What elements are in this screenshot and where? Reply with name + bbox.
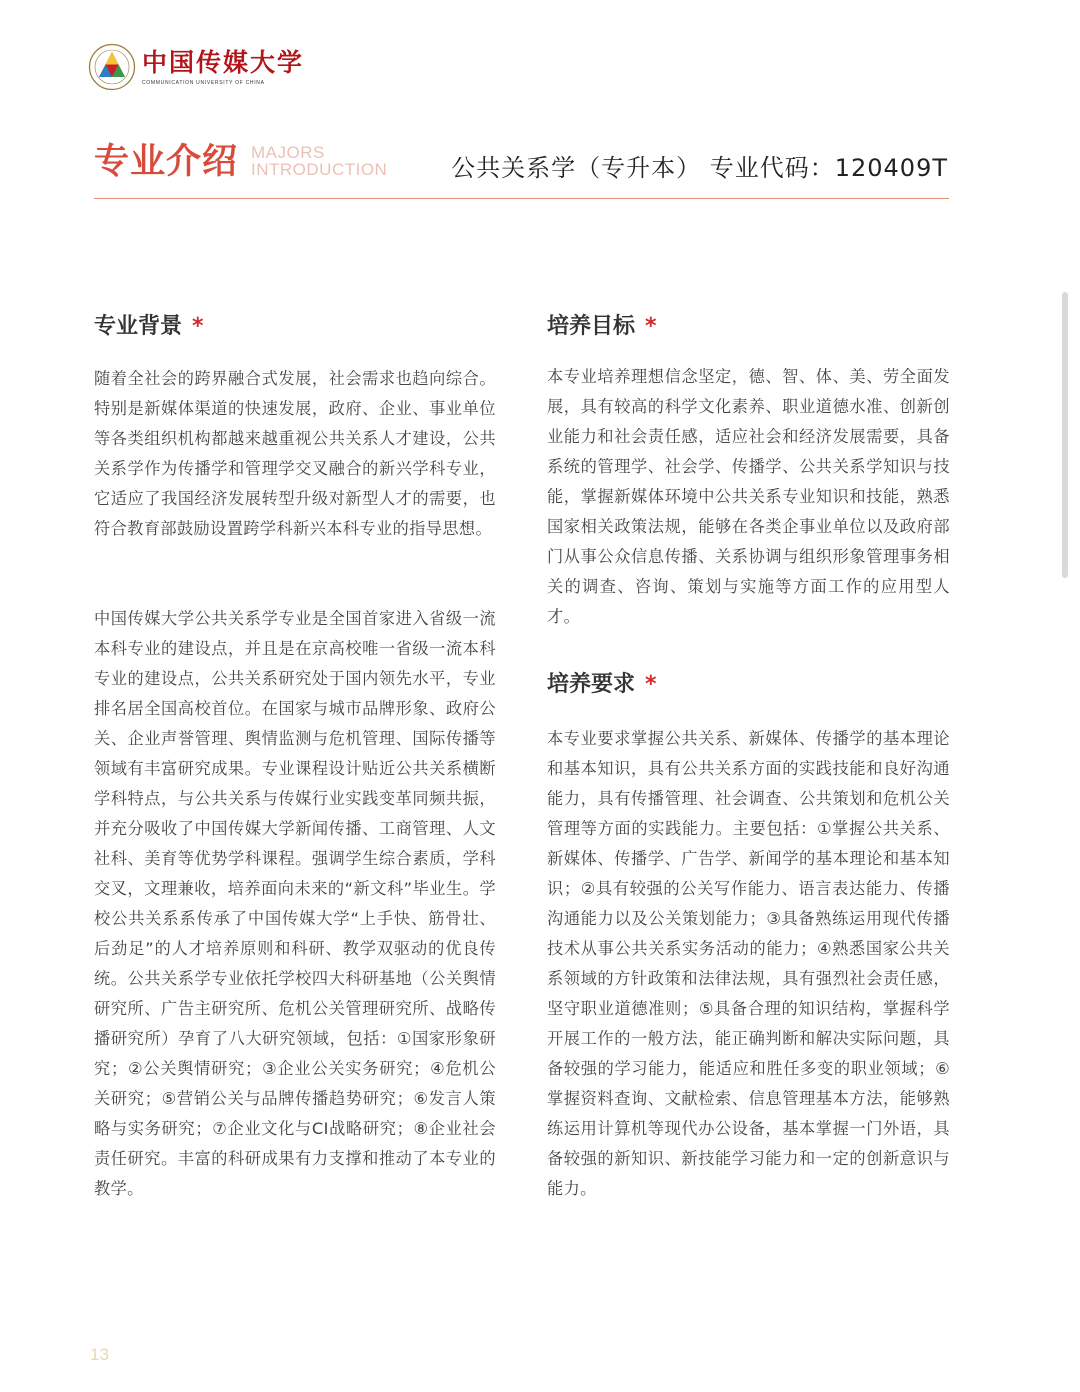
section-title-objectives: [547, 312, 657, 342]
section-title-text: 培养要求: [547, 672, 636, 697]
background-paragraph-2: 中国传媒大学公共关系学专业是全国首家进入省级一流本科专业的建设点，并且是在京高校唯一省级一流本科专业的建设点，公共关系研究处于国内领先水平，专业排名居全国高校首位。在国家与城市品牌形象、政府公关、企业声誉管理、舆情监测与危机管理、国际传播等领域有丰富研究成果。专业课程设计贴近公共关系横断学科特点，与公共关系与传媒行业实践变革同频共振，并充分吸收了中国传媒大学新闻传播、工商管理、人文社科、美育等优势学科课程。强调学生综合素质，学科交叉，文理兼收，培养面向未来的“新文科”毕业生。学校公共关系系传承了中国传媒大学“上手快、筋骨壮、后劲足”的人才培养原则和科研、教学双驱动的优良传统。公共关系学专业依托学校四大科研基地（公关舆情研究所、广告主研究所、危机公关管理研究所、战略传播研究所）孕育了八大研究领域，包括：①国家形象研究；②公关舆情研究；③企业公关实务研究；④危机公关研究；⑤营销公关与品牌传播趋势研究；⑥发言人策略与实务研究；⑦企业文化与CI战略研究；⑧企业社会责任研究。丰富的科研成果有力支撑和推动了本专业的教学。: [94, 609, 496, 1198]
page-title-english: [251, 144, 387, 178]
title-en-line2: INTRODUCTION: [251, 160, 388, 179]
logo-chinese-name: 中国传媒大学: [142, 47, 305, 77]
page-number: 13: [90, 1345, 109, 1364]
vertical-scrollbar[interactable]: [1062, 292, 1068, 578]
background-paragraph-1: 随着全社会的跨界融合式发展，社会需求也趋向综合。特别是新媒体渠道的快速发展，政府、企业、事业单位等各类组织机构都越来越重视公共关系人才建设，公共关系学作为传播学和管理学交叉融合的新兴学科专业，它适应了我国经济发展转型升级对新型人才的需要，也符合教育部鼓励设置跨学科新兴本科专业的指导思想。: [94, 369, 496, 538]
section-title-text: 培养目标: [547, 314, 636, 339]
page-title: 专业介绍: [94, 142, 239, 182]
asterisk-icon: *: [192, 314, 204, 339]
logo-english-name: COMMUNICATION UNIVERSITY OF CHINA: [142, 79, 265, 86]
university-emblem-icon: [88, 43, 136, 91]
title-en-line1: MAJORS: [251, 143, 325, 162]
asterisk-icon: *: [645, 314, 657, 339]
requirements-paragraph: 本专业要求掌握公共关系、新媒体、传播学的基本理论和基本知识，具有公共关系方面的实践技能和良好沟通能力，具有传播管理、社会调查、公共策划和危机公关管理等方面的实践能力。主要包括：①掌握公共关系、新媒体、传播学、广告学、新闻学的基本理论和基本知识；②具有较强的公关写作能力、语言表达能力、传播沟通能力以及公关策划能力；③具备熟练运用现代传播技术从事公共关系实务活动的能力；④熟悉国家公共关系领域的方针政策和法律法规，具有强烈社会责任感，坚守职业道德准则；⑤具备合理的知识结构，掌握科学开展工作的一般方法，能正确判断和解决实际问题，具备较强的学习能力，能适应和胜任多变的职业领域；⑥掌握资料查询、文献检索、信息管理基本方法，能够熟练运用计算机等现代办公设备，基本掌握一门外语，具备较强的新知识、新技能学习能力和一定的创新意识与能力。: [547, 729, 950, 1198]
asterisk-icon: *: [645, 672, 657, 697]
header-divider: [94, 198, 949, 199]
university-logo: [88, 40, 304, 94]
section-title-requirements: [547, 670, 657, 700]
major-name-code: 公共关系学（专升本） 专业代码：120409T: [451, 154, 948, 182]
section-title-background: [94, 312, 204, 342]
section-title-text: 专业背景: [94, 314, 183, 339]
objectives-paragraph: 本专业培养理想信念坚定，德、智、体、美、劳全面发展，具有较高的科学文化素养、职业道德水准、创新创业能力和社会责任感，适应社会和经济发展需要，具备系统的管理学、社会学、传播学、公共关系学知识与技能，掌握新媒体环境中公共关系专业知识和技能，熟悉国家相关政策法规，能够在各类企事业单位以及政府部门从事公众信息传播、关系协调与组织形象管理事务相关的调查、咨询、策划与实施等方面工作的应用型人才。: [547, 367, 950, 626]
